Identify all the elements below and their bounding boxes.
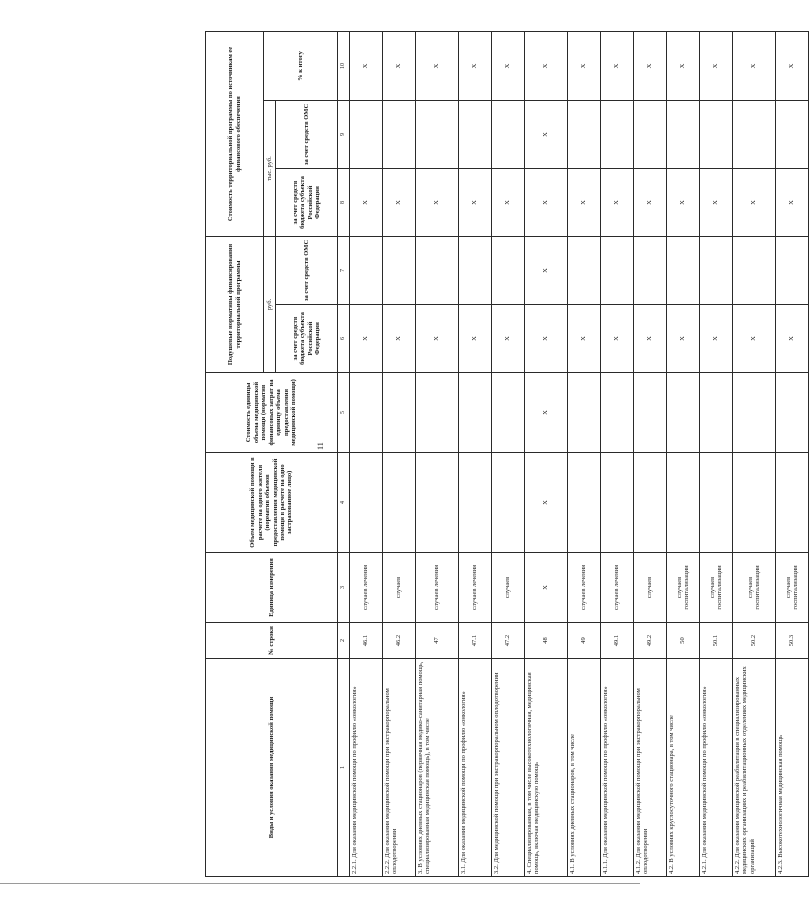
col-number: 2 — [338, 623, 350, 659]
row-number: 49.2 — [634, 623, 667, 659]
row-norm-oms — [634, 237, 667, 305]
header-unit: Единица измерения — [206, 553, 338, 623]
col-number: 8 — [338, 169, 350, 237]
table-row — [525, 31, 568, 876]
row-name: 3. В условиях дневных стационаров (первичная медико-санитарная помощь, специализированная медицинская помощь), в том числе — [416, 659, 459, 877]
row-norm-budget: X — [492, 305, 525, 373]
financing-table — [205, 31, 809, 877]
header-row-number: № строки — [206, 623, 338, 659]
header-cost-budget: за счет средств бюджета субъекта Российской Федерации — [276, 169, 338, 237]
row-cost-oms — [492, 101, 525, 169]
row-cost-budget: X — [492, 169, 525, 237]
row-norm-oms — [700, 237, 733, 305]
row-unit: случаев лечения — [350, 553, 383, 623]
row-number: 49.1 — [601, 623, 634, 659]
row-unit-cost — [350, 373, 383, 453]
row-volume — [492, 453, 525, 553]
row-norm-budget: X — [634, 305, 667, 373]
row-cost-oms — [416, 101, 459, 169]
row-name: 4.2.1. Для оказания медицинской помощи по профилю «онкология» — [700, 659, 733, 877]
row-name: 2.2.2. Для оказания медицинской помощи при экстракорпоральном оплодотворении — [383, 659, 416, 877]
row-number: 46.2 — [383, 623, 416, 659]
table-body — [350, 31, 809, 876]
row-unit-cost — [634, 373, 667, 453]
row-number: 50.1 — [700, 623, 733, 659]
row-number: 48 — [525, 623, 568, 659]
row-number: 46.1 — [350, 623, 383, 659]
table-row — [776, 31, 809, 876]
row-norm-oms — [568, 237, 601, 305]
row-cost-budget: X — [667, 169, 700, 237]
row-norm-oms — [416, 237, 459, 305]
table-row — [667, 31, 700, 876]
row-name: 3.2. Для медицинской помощи при экстракорпоральном оплодотворении — [492, 659, 525, 877]
table-row — [700, 31, 733, 876]
col-number: 9 — [338, 101, 350, 169]
row-unit: случаев — [634, 553, 667, 623]
row-cost-oms — [459, 101, 492, 169]
row-unit: случаев госпитализации — [667, 553, 700, 623]
row-unit-cost — [700, 373, 733, 453]
header-volume: Объем медицинской помощи в расчете на одного жителя (норматив объемов предоставления медицинской помощи в расчете на одно застрахованное лицо) — [206, 453, 338, 553]
row-unit-cost — [601, 373, 634, 453]
row-unit: случаев лечения — [416, 553, 459, 623]
row-unit-cost: X — [525, 373, 568, 453]
row-number: 47.2 — [492, 623, 525, 659]
col-number: 4 — [338, 453, 350, 553]
row-norm-budget: X — [776, 305, 809, 373]
row-norm-budget: X — [416, 305, 459, 373]
row-norm-oms — [459, 237, 492, 305]
row-unit-cost — [568, 373, 601, 453]
row-cost-budget: X — [383, 169, 416, 237]
row-cost-oms — [601, 101, 634, 169]
row-cost-budget: X — [634, 169, 667, 237]
row-volume — [667, 453, 700, 553]
row-name: 4.1.2. Для оказания медицинской помощи при экстракорпоральном оплодотворении — [634, 659, 667, 877]
row-cost-oms — [350, 101, 383, 169]
row-cost-oms — [667, 101, 700, 169]
row-unit-cost — [667, 373, 700, 453]
row-number: 49 — [568, 623, 601, 659]
row-percent: X — [601, 31, 634, 100]
table-row — [733, 31, 776, 876]
header-norms-group: Подушевые нормативы финансирования территориальной программы — [206, 237, 264, 373]
table-row — [601, 31, 634, 876]
row-norm-budget: X — [601, 305, 634, 373]
row-unit: случаев лечения — [459, 553, 492, 623]
row-volume — [416, 453, 459, 553]
row-norm-budget: X — [525, 305, 568, 373]
table-row — [383, 31, 416, 876]
column-numbers-row — [338, 31, 350, 876]
row-unit-cost — [383, 373, 416, 453]
table-row — [634, 31, 667, 876]
row-cost-budget: X — [700, 169, 733, 237]
row-percent: X — [667, 31, 700, 100]
col-number: 5 — [338, 373, 350, 453]
header-rub: руб. — [264, 237, 276, 373]
row-percent: X — [492, 31, 525, 100]
table-row — [459, 31, 492, 876]
col-number: 1 — [338, 659, 350, 877]
header-cost-group: Стоимость территориальной программы по источникам ее финансового обеспечения — [206, 31, 264, 236]
page-bottom-line — [0, 883, 640, 884]
row-cost-oms — [634, 101, 667, 169]
row-norm-budget: X — [568, 305, 601, 373]
row-norm-budget: X — [733, 305, 776, 373]
row-norm-oms — [383, 237, 416, 305]
row-cost-budget: X — [776, 169, 809, 237]
row-percent: X — [568, 31, 601, 100]
table-row — [568, 31, 601, 876]
row-percent: X — [634, 31, 667, 100]
row-norm-budget: X — [383, 305, 416, 373]
row-norm-oms — [776, 237, 809, 305]
row-volume — [568, 453, 601, 553]
table-row — [350, 31, 383, 876]
header-percent-total: % к итогу — [264, 31, 338, 100]
row-norm-oms: X — [525, 237, 568, 305]
page-number: 11 — [316, 442, 325, 450]
row-unit: X — [525, 553, 568, 623]
row-volume: X — [525, 453, 568, 553]
row-name: 2.2.1. Для оказания медицинской помощи по профилю «онкология» — [350, 659, 383, 877]
row-percent: X — [416, 31, 459, 100]
row-unit-cost — [459, 373, 492, 453]
row-cost-oms — [733, 101, 776, 169]
row-name: 3.1. Для оказания медицинской помощи по профилю «онкология» — [459, 659, 492, 877]
table-row — [416, 31, 459, 876]
row-number: 50.3 — [776, 623, 809, 659]
row-cost-budget: X — [601, 169, 634, 237]
row-unit-cost — [416, 373, 459, 453]
row-norm-oms — [667, 237, 700, 305]
row-unit: случаев госпитализации — [700, 553, 733, 623]
row-norm-oms — [492, 237, 525, 305]
row-cost-budget: X — [525, 169, 568, 237]
row-name: 4.2.2. Для оказания медицинской реабилитации в специализированных медицинских организациях и реабилитационных отделениях медицинских организаций — [733, 659, 776, 877]
col-number: 10 — [338, 31, 350, 100]
row-norm-oms — [601, 237, 634, 305]
row-unit: случаев — [492, 553, 525, 623]
row-unit: случаев госпитализации — [733, 553, 776, 623]
header-cost-oms: за счет средств ОМС — [276, 101, 338, 169]
row-volume — [350, 453, 383, 553]
row-volume — [383, 453, 416, 553]
header-thous-rub: тыс. руб. — [264, 101, 276, 237]
row-number: 47 — [416, 623, 459, 659]
row-norm-budget: X — [667, 305, 700, 373]
row-norm-budget: X — [350, 305, 383, 373]
col-number: 3 — [338, 553, 350, 623]
row-unit: случаев — [383, 553, 416, 623]
row-volume — [700, 453, 733, 553]
row-norm-oms — [350, 237, 383, 305]
row-cost-budget: X — [416, 169, 459, 237]
row-cost-budget: X — [733, 169, 776, 237]
row-unit: случаев госпитализации — [776, 553, 809, 623]
row-cost-oms — [776, 101, 809, 169]
row-name: 4. Специализированная, в том числе высокотехнологичная, медицинская помощь, включая медицинскую помощь — [525, 659, 568, 877]
row-norm-oms — [733, 237, 776, 305]
row-unit: случаев лечения — [568, 553, 601, 623]
row-name: 4.1. В условиях дневных стационаров, в том числе — [568, 659, 601, 877]
row-percent: X — [459, 31, 492, 100]
header-unit-cost: Стоимость единицы объема медицинской помощи (норматив финансовых затрат на единицу объема предоставления медицинской помощи) — [206, 373, 338, 453]
row-volume — [776, 453, 809, 553]
row-unit-cost — [776, 373, 809, 453]
row-volume — [733, 453, 776, 553]
row-cost-oms: X — [525, 101, 568, 169]
row-percent: X — [776, 31, 809, 100]
row-percent: X — [350, 31, 383, 100]
header-norms-oms: за счет средств ОМС — [276, 237, 338, 305]
header-type: Виды и условия оказания медицинской помощи — [206, 659, 338, 877]
row-number: 50.2 — [733, 623, 776, 659]
row-cost-oms — [568, 101, 601, 169]
row-name: 4.1.1. Для оказания медицинской помощи по профилю «онкология» — [601, 659, 634, 877]
row-number: 47.1 — [459, 623, 492, 659]
row-unit-cost — [733, 373, 776, 453]
row-volume — [634, 453, 667, 553]
header-norms-budget: за счет средств бюджета субъекта Российской Федерации — [276, 305, 338, 373]
rotated-table-sheet — [205, 32, 799, 877]
row-cost-oms — [700, 101, 733, 169]
row-percent: X — [733, 31, 776, 100]
row-name: 4.2. В условиях круглосуточного стационара, в том числе — [667, 659, 700, 877]
row-name: 4.2.3. Высокотехнологичная медицинская помощь — [776, 659, 809, 877]
row-cost-budget: X — [350, 169, 383, 237]
col-number: 7 — [338, 237, 350, 305]
row-cost-budget: X — [459, 169, 492, 237]
row-cost-oms — [383, 101, 416, 169]
row-number: 50 — [667, 623, 700, 659]
row-percent: X — [383, 31, 416, 100]
row-percent: X — [700, 31, 733, 100]
row-unit-cost — [492, 373, 525, 453]
row-cost-budget: X — [568, 169, 601, 237]
row-unit: случаев лечения — [601, 553, 634, 623]
row-norm-budget: X — [700, 305, 733, 373]
row-volume — [601, 453, 634, 553]
col-number: 6 — [338, 305, 350, 373]
row-norm-budget: X — [459, 305, 492, 373]
row-percent: X — [525, 31, 568, 100]
table-row — [492, 31, 525, 876]
row-volume — [459, 453, 492, 553]
